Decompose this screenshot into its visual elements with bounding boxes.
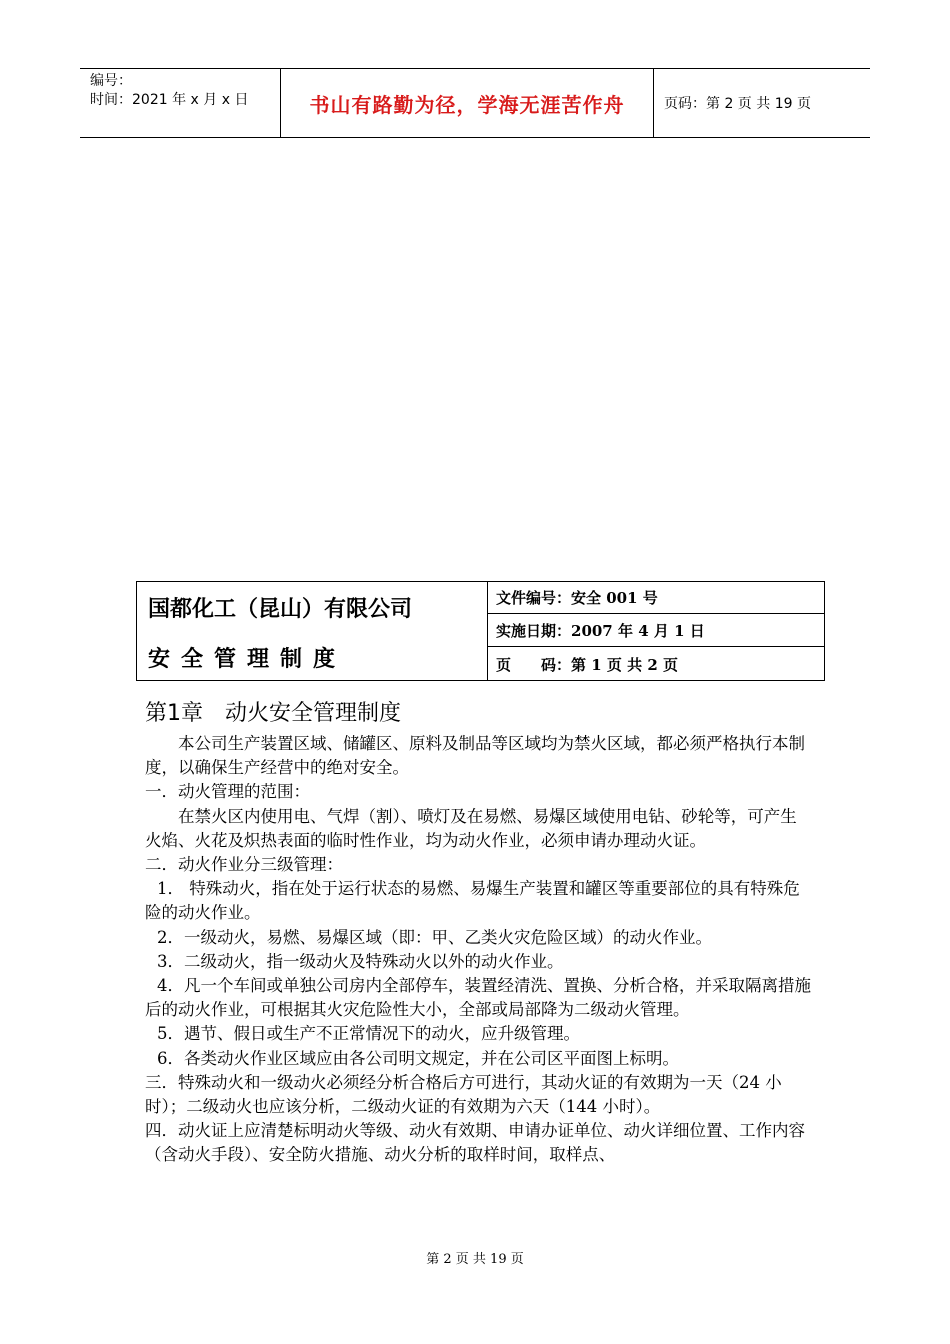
paragraph: 本公司生产装置区域、储罐区、原料及制品等区域均为禁火区域，都必须严格执行本制度，以确保生产经营中的绝对安全。 <box>145 734 805 778</box>
section-heading: 二．动火作业分三级管理： <box>145 855 343 875</box>
company-name: 国都化工（昆山）有限公司 <box>148 597 413 622</box>
chapter-heading <box>145 696 401 727</box>
list-item: 6．各类动火作业区域应由各公司明文规定，并在公司区平面图上标明。 <box>157 1048 679 1068</box>
list-item: 3．二级动火，指一级动火及特殊动火以外的动火作业。 <box>157 951 564 971</box>
list-item: 1． 特殊动火，指在处于运行状态的易燃、易爆生产装置和罐区等重要部位的具有特殊危险的动火作业。 <box>145 879 800 923</box>
chapter-number: 第1章 <box>145 701 203 726</box>
document-body <box>145 732 813 1168</box>
list-item: 2．一级动火，易燃、易爆区域（即：甲、乙类火灾危险区域）的动火作业。 <box>157 927 712 947</box>
page-header <box>80 68 870 138</box>
number-label: 编号： <box>90 73 132 89</box>
document-info-table <box>136 581 825 681</box>
section-heading: 一．动火管理的范围： <box>145 782 310 802</box>
list-item: 5．遇节、假日或生产不正常情况下的动火，应升级管理。 <box>157 1024 580 1044</box>
chapter-title: 动火安全管理制度 <box>225 701 402 726</box>
doc-page-number: 页 码：第 1 页 共 2 页 <box>496 655 678 674</box>
paragraph: 在禁火区内使用电、气焊（割）、喷灯及在易燃、易爆区域使用电钻、砂轮等，可产生火焰、火花及炽热表面的临时性作业，均为动火作业，必须申请办理动火证。 <box>145 806 797 850</box>
paragraph: 三．特殊动火和一级动火必须经分析合格后方可进行，其动火证的有效期为一天（24 小时）；二级动火也应该分析，二级动火证的有效期为六天（144 小时）。 <box>145 1072 782 1117</box>
document-title: 安全管理制度 <box>148 647 347 672</box>
time-label: 时间：2021 年 x 月 x 日 <box>90 92 249 108</box>
page-footer: 第 2 页 共 19 页 <box>426 1252 524 1267</box>
header-page-info: 页码：第 2 页 共 19 页 <box>664 96 811 112</box>
effective-date: 实施日期：2007 年 4 月 1 日 <box>488 615 824 647</box>
header-meta <box>80 69 281 137</box>
list-item: 4．凡一个车间或单独公司房内全部停车，装置经清洗、置换、分析合格，并采取隔离措施后的动火作业，可根据其火灾危险性大小，全部或局部降为二级动火管理。 <box>145 976 811 1020</box>
document-title-cell <box>137 582 488 680</box>
file-number: 文件编号：安全 001 号 <box>488 582 824 614</box>
motto: 书山有路勤为径，学海无涯苦作舟 <box>281 69 654 137</box>
paragraph: 四．动火证上应清楚标明动火等级、动火有效期、申请办证单位、动火详细位置、工作内容（含动火手段）、安全防火措施、动火分析的取样时间，取样点、 <box>145 1121 805 1165</box>
